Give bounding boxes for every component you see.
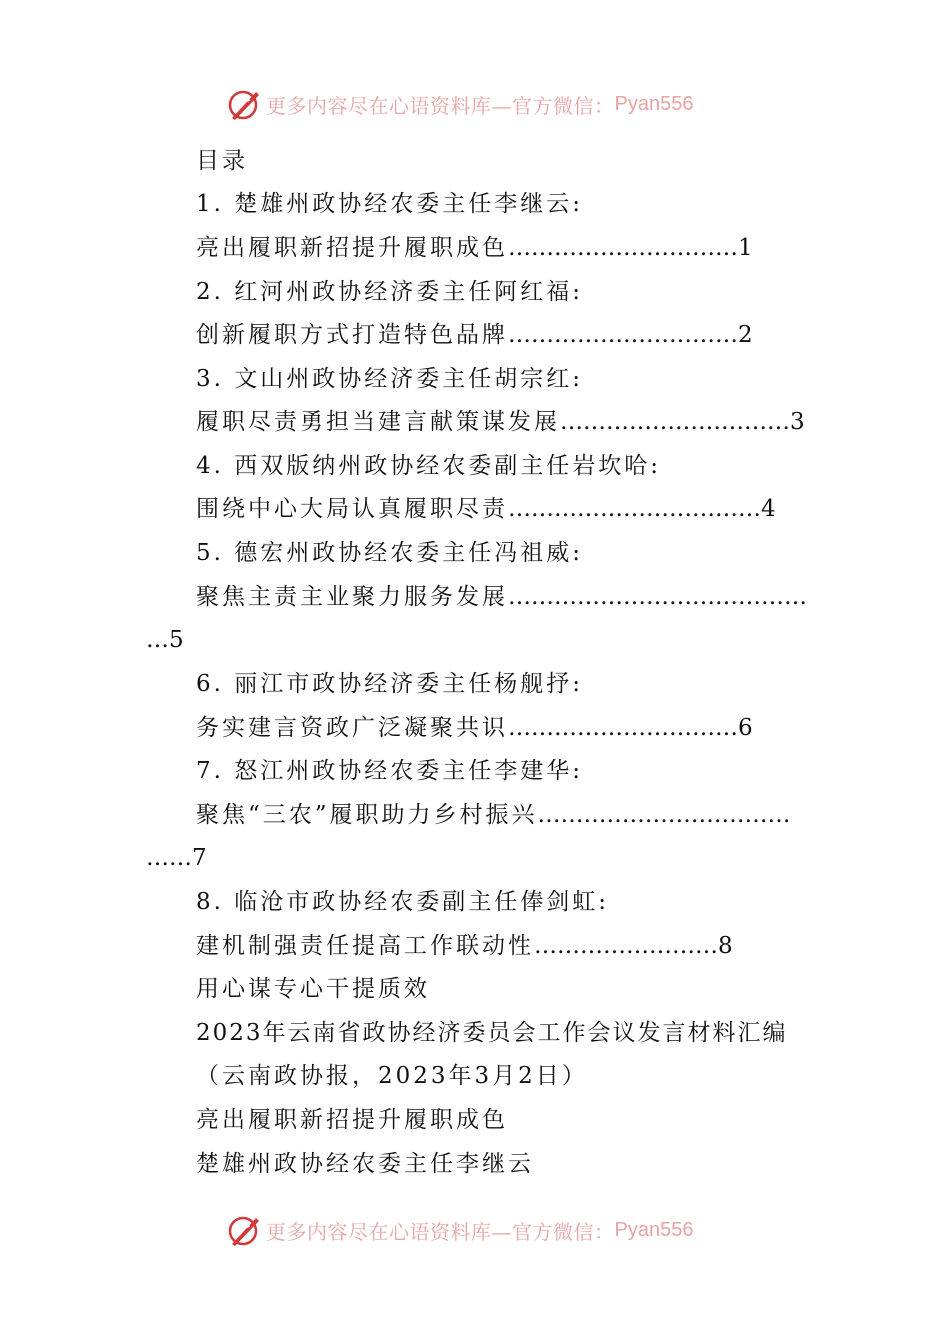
toc-title: 目录 [196, 148, 248, 174]
pen-logo-icon [226, 86, 262, 122]
pen-logo-icon [226, 1212, 262, 1248]
toc-item-entry [196, 713, 756, 743]
toc-item-page: 3 [790, 409, 808, 435]
banner-wechat-id: Pyan556 [614, 92, 694, 115]
toc-item-heading: 2. 红河州政协经济委主任阿红福: [196, 279, 584, 305]
toc-item-page: 2 [738, 322, 756, 348]
toc-item-page: 8 [718, 933, 736, 959]
toc-item-title: 建机制强责任提高工作联动性 [196, 933, 534, 959]
toc-item-wrap [146, 625, 185, 655]
toc-item-heading: 5. 德宏州政协经农委主任冯祖威: [196, 540, 584, 566]
toc-item-entry [196, 800, 791, 830]
toc-item-title: 聚焦主责主业聚力服务发展 [196, 584, 508, 610]
toc-item-entry [196, 233, 756, 263]
banner-wechat-id: Pyan556 [614, 1218, 694, 1241]
toc-item-heading: 4. 西双版纳州政协经农委副主任岩坎哈: [196, 453, 662, 479]
toc-item-entry [196, 582, 807, 612]
toc-item-entry [196, 494, 779, 524]
toc-item-heading: 3. 文山州政协经济委主任胡宗红: [196, 366, 584, 392]
toc-item-dots-wrap: … [146, 627, 169, 653]
article-author: 楚雄州政协经农委主任李继云 [196, 1151, 534, 1177]
toc-item-heading: 7. 怒江州政协经农委主任李建华: [196, 758, 584, 784]
toc-item-dots-wrap: …… [146, 845, 192, 871]
body-line: 用心谋专心干提质效 [196, 976, 430, 1002]
toc-item-title: 履职尽责勇担当建言献策谋发展 [196, 409, 560, 435]
toc-item-entry [196, 931, 736, 961]
toc-item-dots: …………………… [534, 933, 718, 959]
toc-item-dots: …………………………… [537, 802, 791, 828]
toc-item-page: 5 [169, 627, 185, 653]
header-watermark-banner [226, 84, 693, 124]
toc-item-page: 1 [738, 235, 756, 261]
toc-item-dots: ………………………… [508, 235, 738, 261]
article-title: 亮出履职新招提升履职成色 [196, 1107, 508, 1133]
banner-text: 更多内容尽在心语资料库—官方微信： [266, 93, 615, 118]
toc-item-page: 7 [192, 845, 208, 871]
toc-item-entry [196, 320, 756, 350]
toc-item-heading: 6. 丽江市政协经济委主任杨舰抒: [196, 671, 584, 697]
toc-item-dots: ………………………… [508, 322, 738, 348]
toc-item-title: 亮出履职新招提升履职成色 [196, 235, 508, 261]
toc-item-page: 4 [761, 496, 779, 522]
toc-item-title: 聚焦“三农”履职助力乡村振兴 [196, 802, 538, 828]
footer-watermark-banner [226, 1210, 693, 1250]
toc-item-dots: ………………………… [560, 409, 790, 435]
toc-item-title: 围绕中心大局认真履职尽责 [196, 496, 508, 522]
toc-item-wrap [146, 843, 208, 873]
toc-item-dots: ………………………… [508, 715, 738, 741]
toc-item-entry [196, 407, 808, 437]
toc-item-dots: …………………………… [508, 496, 761, 522]
toc-item-heading: 1. 楚雄州政协经农委主任李继云: [196, 191, 584, 217]
toc-item-page: 6 [738, 715, 756, 741]
document-title: 2023年云南省政协经济委员会工作会议发言材料汇编 [196, 1020, 788, 1046]
toc-item-dots: ………………………………… [508, 584, 807, 610]
source-note: （云南政协报，2023年3月2日） [196, 1063, 588, 1089]
toc-item-title: 创新履职方式打造特色品牌 [196, 322, 508, 348]
banner-text: 更多内容尽在心语资料库—官方微信： [266, 1219, 615, 1244]
toc-item-heading: 8. 临沧市政协经农委副主任俸剑虹: [196, 889, 610, 915]
toc-item-title: 务实建言资政广泛凝聚共识 [196, 715, 508, 741]
